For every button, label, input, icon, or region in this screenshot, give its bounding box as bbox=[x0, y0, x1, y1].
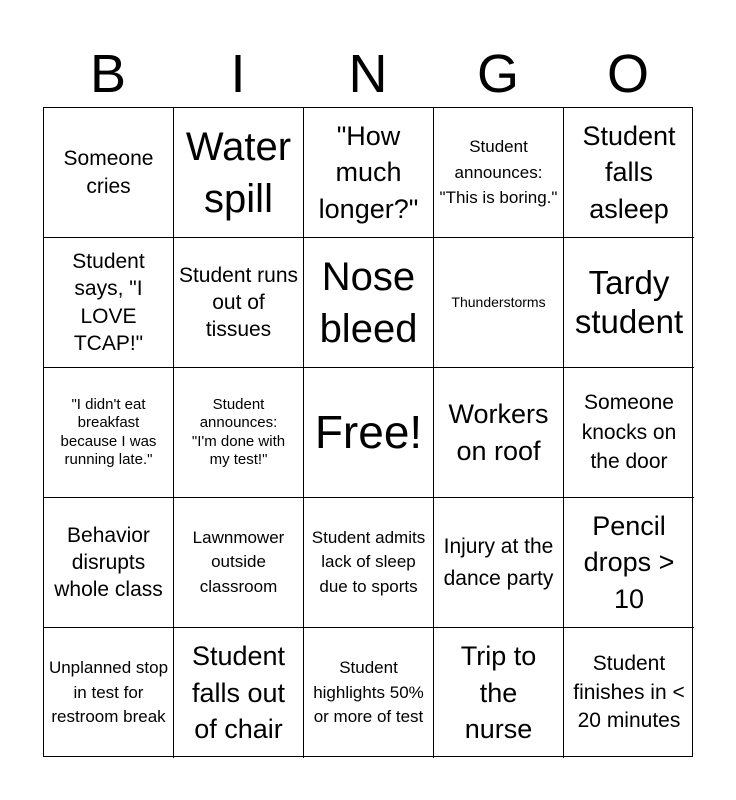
cell-text: Student falls out of chair bbox=[191, 641, 286, 745]
cell-text: Trip to the nurse bbox=[460, 641, 537, 745]
header-letter-b: B bbox=[89, 44, 127, 104]
cell-text: Student falls asleep bbox=[582, 120, 676, 224]
cell-text: Workers on roof bbox=[448, 399, 549, 466]
bingo-cell[interactable] bbox=[304, 108, 434, 238]
bingo-cell[interactable] bbox=[44, 628, 174, 758]
bingo-cell[interactable] bbox=[564, 628, 694, 758]
bingo-cell[interactable] bbox=[44, 368, 174, 498]
bingo-cell[interactable] bbox=[304, 238, 434, 368]
cell-text: Water spill bbox=[185, 124, 292, 221]
cell-text: Someone knocks on the door bbox=[581, 391, 677, 474]
header-letter-g: G bbox=[476, 44, 519, 104]
cell-text: Student announces: "I'm done with my test!" bbox=[191, 395, 286, 468]
bingo-cell[interactable] bbox=[304, 498, 434, 628]
cell-text: "I didn't eat breakfast because I was running late." bbox=[60, 395, 157, 468]
cell-text: Student finishes in < 20 minutes bbox=[573, 652, 685, 733]
bingo-header bbox=[43, 42, 693, 106]
bingo-cell[interactable] bbox=[174, 498, 304, 628]
bingo-cell[interactable] bbox=[44, 238, 174, 368]
bingo-cell[interactable] bbox=[44, 498, 174, 628]
cell-text: "How much longer?" bbox=[318, 120, 419, 224]
free-space: Free! bbox=[314, 405, 423, 458]
bingo-cell[interactable] bbox=[564, 368, 694, 498]
cell-text: Someone cries bbox=[63, 147, 154, 198]
cell-text: Injury at the dance party bbox=[443, 535, 554, 590]
cell-text: Student announces: "This is boring." bbox=[439, 137, 558, 208]
cell-text: Behavior disrupts whole class bbox=[54, 523, 163, 602]
bingo-cell[interactable] bbox=[174, 238, 304, 368]
cell-text: Pencil drops > 10 bbox=[583, 510, 675, 614]
bingo-cell[interactable] bbox=[304, 628, 434, 758]
bingo-cell[interactable] bbox=[44, 108, 174, 238]
cell-text: Tardy student bbox=[574, 263, 684, 340]
bingo-cell[interactable] bbox=[564, 498, 694, 628]
cell-text: Unplanned stop in test for restroom break bbox=[48, 658, 169, 727]
bingo-cell[interactable] bbox=[434, 498, 564, 628]
bingo-cell[interactable] bbox=[174, 368, 304, 498]
bingo-cell[interactable] bbox=[434, 368, 564, 498]
bingo-cell[interactable] bbox=[564, 108, 694, 238]
bingo-cell[interactable] bbox=[174, 108, 304, 238]
bingo-cell[interactable] bbox=[564, 238, 694, 368]
bingo-cell[interactable] bbox=[304, 368, 434, 498]
bingo-cell[interactable] bbox=[434, 238, 564, 368]
cell-text: Thunderstorms bbox=[451, 294, 546, 311]
cell-text: Lawnmower outside classroom bbox=[192, 527, 285, 596]
header-letter-o: O bbox=[606, 44, 649, 104]
cell-text: Nose bleed bbox=[319, 254, 418, 351]
cell-text: Student admits lack of sleep due to sports bbox=[311, 527, 426, 596]
header-letter-n: N bbox=[348, 44, 388, 104]
bingo-grid bbox=[43, 107, 693, 757]
cell-text: Student highlights 50% or more of test bbox=[313, 658, 424, 727]
header-letter-i: I bbox=[230, 44, 246, 104]
bingo-cell[interactable] bbox=[434, 108, 564, 238]
bingo-cell[interactable] bbox=[434, 628, 564, 758]
bingo-cell[interactable] bbox=[174, 628, 304, 758]
cell-text: Student says, "I LOVE TCAP!" bbox=[72, 249, 145, 355]
cell-text: Student runs out of tissues bbox=[178, 263, 299, 342]
